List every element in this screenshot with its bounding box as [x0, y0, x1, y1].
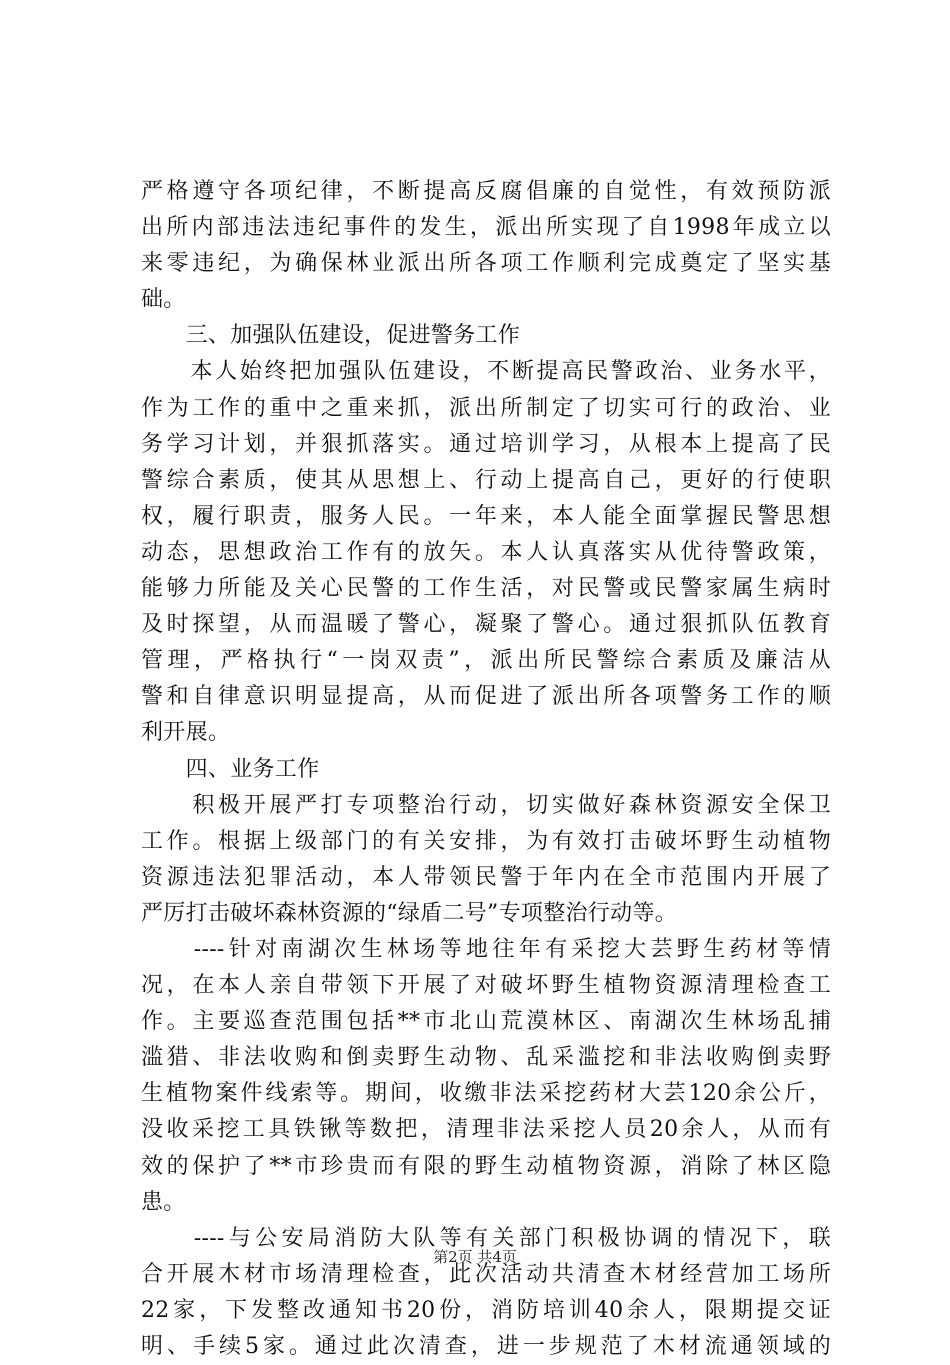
- text-line: 权，履行职责，服务人民。一年来，本人能全面掌握民警思想: [141, 503, 831, 529]
- text-line: 三、加强队伍建设，促进警务工作: [141, 323, 521, 349]
- text-line: 严厉打击破坏森林资源的“绿盾二号”专项整治行动等。: [141, 900, 677, 926]
- text-line: 出所内部违法违纪事件的发生，派出所实现了自1998年成立以: [141, 215, 831, 241]
- text-line: 警和自律意识明显提高，从而促进了派出所各项警务工作的顺: [141, 684, 831, 710]
- text-line: 来零违纪，为确保林业派出所各项工作顺利完成奠定了坚实基: [141, 251, 831, 277]
- text-line: 作。主要巡查范围包括**市北山荒漠林区、南湖次生林场乱捕: [141, 1009, 831, 1035]
- text-line: 动态，思想政治工作有的放矢。本人认真落实从优待警政策，: [141, 539, 831, 565]
- text-line: 明、手续5家。通过此次清查，进一步规范了木材流通领域的: [141, 1334, 831, 1359]
- text-line: 效的保护了**市珍贵而有限的野生动植物资源，消除了林区隐: [141, 1153, 831, 1179]
- text-line: 本人始终把加强队伍建设，不断提高民警政治、业务水平，: [141, 359, 831, 385]
- text-line: 利开展。: [141, 720, 231, 746]
- text-line: 四、业务工作: [141, 756, 320, 782]
- text-line: 积极开展严打专项整治行动，切实做好森林资源安全保卫: [141, 792, 831, 818]
- text-line: 22家，下发整改通知书20份，消防培训40余人，限期提交证: [141, 1297, 831, 1323]
- text-line: 能够力所能及关心民警的工作生活，对民警或民警家属生病时: [141, 576, 831, 602]
- text-line: 严格遵守各项纪律，不断提高反腐倡廉的自觉性，有效预防派: [141, 179, 831, 204]
- text-line: 警综合素质，使其从思想上、行动上提高自己，更好的行使职: [141, 467, 831, 493]
- text-line: 生植物案件线索等。期间，收缴非法采挖药材大芸120余公斤，: [141, 1081, 831, 1107]
- text-line: 合开展木材市场清理检查，此次活动共清查木材经营加工场所: [141, 1261, 831, 1287]
- text-line: 工作。根据上级部门的有关安排，为有效打击破坏野生动植物: [141, 828, 831, 854]
- text-line: ----与公安局消防大队等有关部门积极协调的情况下，联: [141, 1225, 831, 1251]
- document-body: [141, 174, 831, 1365]
- text-line: 务学习计划，并狠抓落实。通过培训学习，从根本上提高了民: [141, 431, 831, 457]
- text-line: 及时探望，从而温暖了警心，凝聚了警心。通过狠抓队伍教育: [141, 612, 831, 638]
- text-line: 况，在本人亲自带领下开展了对破坏野生植物资源清理检查工: [141, 973, 831, 999]
- page-footer: 第2页 共4页: [433, 1248, 517, 1266]
- text-line: 滥猎、非法收购和倒卖野生动物、乱采滥挖和非法收购倒卖野: [141, 1045, 831, 1071]
- text-line: 作为工作的重中之重来抓，派出所制定了切实可行的政治、业: [141, 395, 831, 421]
- text-line: ----针对南湖次生林场等地往年有采挖大芸野生药材等情: [141, 936, 831, 962]
- text-line: 没收采挖工具铁锹等数把，清理非法采挖人员20余人，从而有: [141, 1117, 831, 1143]
- text-line: 管理，严格执行“一岗双责”，派出所民警综合素质及廉洁从: [141, 648, 831, 674]
- text-line: 资源违法犯罪活动，本人带领民警于年内在全市范围内开展了: [141, 864, 831, 890]
- text-line: 础。: [141, 287, 186, 313]
- text-line: 患。: [141, 1189, 186, 1215]
